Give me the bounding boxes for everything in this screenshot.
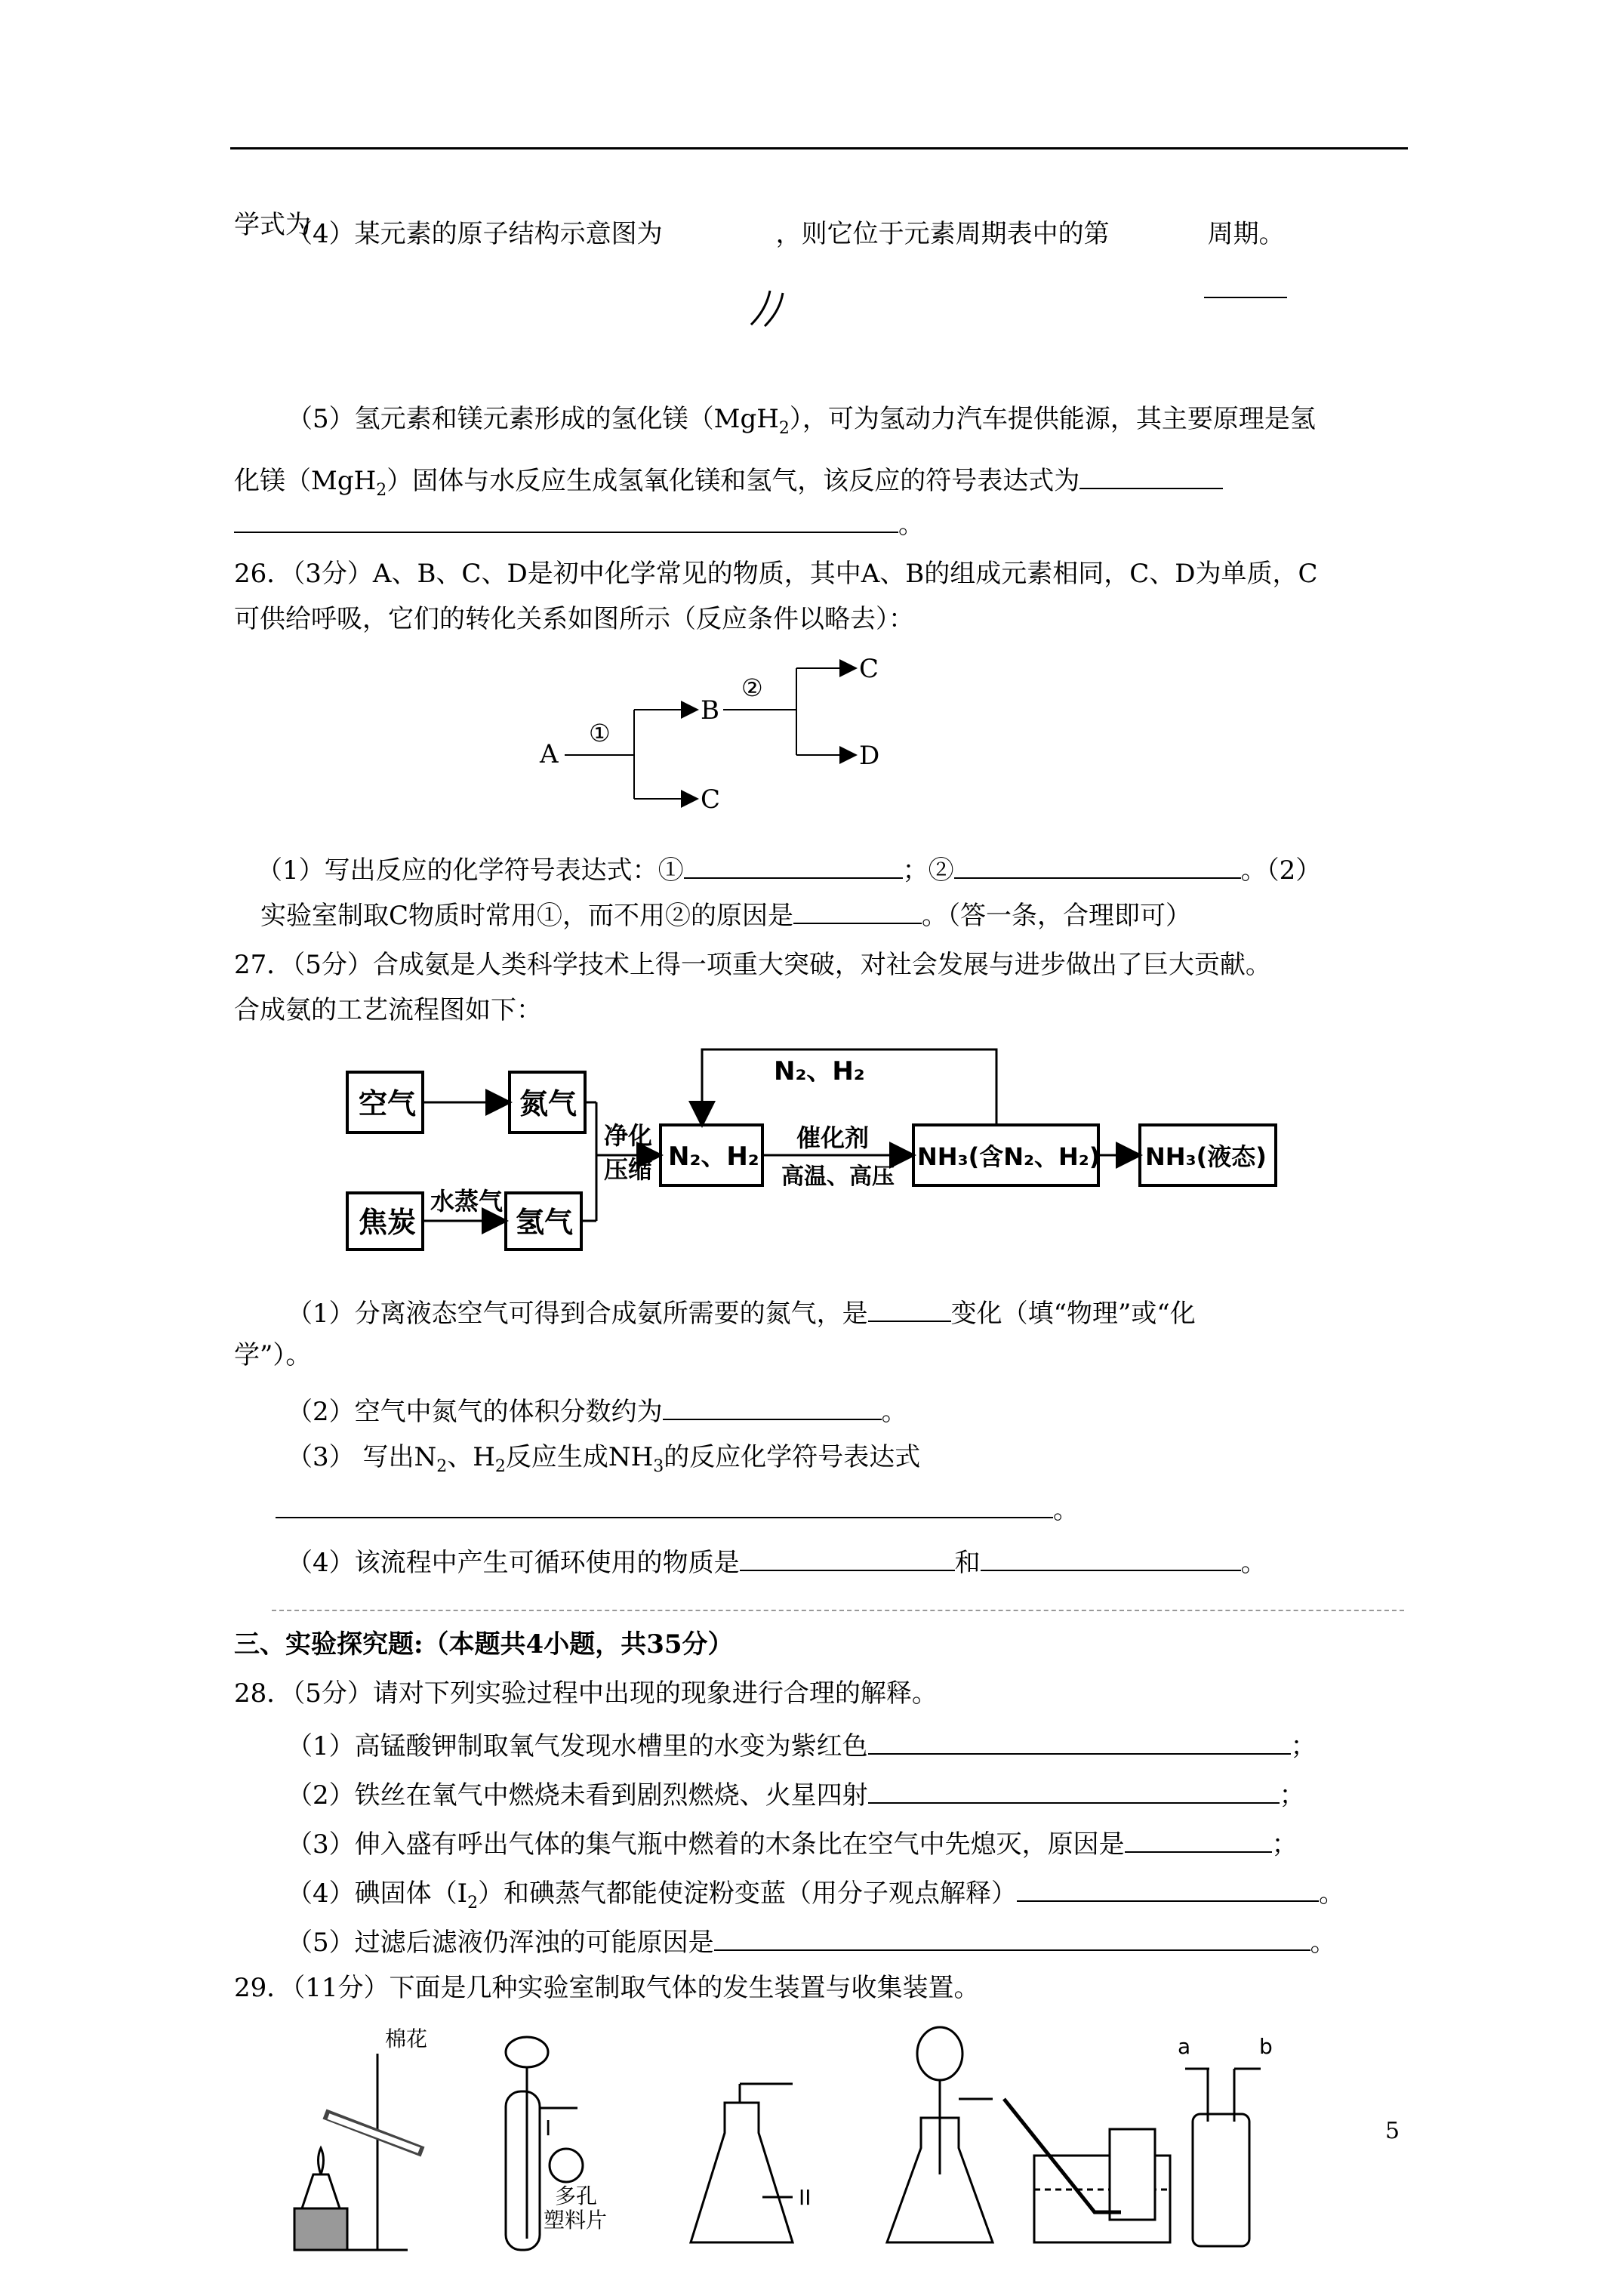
q28-blank-1[interactable] (868, 1727, 1291, 1755)
q25-5-line3: 。 (234, 506, 924, 541)
label-a: a (1178, 2034, 1191, 2059)
q28-1: （1）高锰酸钾制取氧气发现水槽里的水变为紫红色 ； (287, 1727, 1317, 1762)
label-I: I (545, 2116, 552, 2140)
q27-s2: （2）空气中氮气的体积分数约为 。 (287, 1393, 907, 1428)
q28-blank-3[interactable] (1125, 1826, 1272, 1853)
section-divider (272, 1610, 1404, 1611)
flow-hydrogen: 氢气 (516, 1206, 574, 1239)
label-b: b (1259, 2034, 1273, 2059)
label-porous: 多孔 (555, 2184, 598, 2208)
q27-line1: 27．（5分）合成氨是人类科学技术上得一项重大突破，对社会发展与进步做出了巨大贡献。 (234, 950, 1271, 980)
q27-s4: （4）该流程中产生可循环使用的物质是 和 。 (287, 1544, 1267, 1579)
diagram-reaction-1: ① (589, 719, 611, 747)
flow-coke: 焦炭 (359, 1206, 417, 1239)
q27-blank-4[interactable] (740, 1544, 955, 1571)
label-plastic: 塑料片 (544, 2208, 608, 2233)
q28-blank-4[interactable] (1017, 1875, 1319, 1902)
flow-conditions: 高温、高压 (781, 1163, 895, 1190)
diagram-node-c-upper: C (859, 654, 879, 684)
q27-process-flow (343, 1042, 1280, 1257)
flow-air: 空气 (359, 1087, 417, 1120)
diagram-node-c-lower: C (701, 784, 721, 815)
q26-line1: 26．（3分）A、B、C、D是初中化学常见的物质，其中A、B的组成元素相同，C、D为单质，C (234, 559, 1318, 589)
q28-5: （5）过滤后滤液仍浑浊的可能原因是 。 (287, 1924, 1336, 1959)
q27-s1: （1）分离液态空气可得到合成氨所需要的氮气，是 变化（填“物理”或“化 (287, 1295, 1196, 1330)
section3-title: 三、实验探究题:（本题共4小题，共35分） (234, 1629, 734, 1660)
q25-fragment: 学式为 (234, 210, 311, 240)
q25-4-line: （4）某元素的原子结构示意图为 ，则它位于元素周期表中的第 周期。 (287, 219, 1285, 249)
flow-nitrogen: 氮气 (519, 1087, 577, 1120)
q28-intro: 28．（5分）请对下列实验过程中出现的现象进行合理的解释。 (234, 1678, 938, 1709)
q26-blank-2[interactable] (954, 852, 1241, 879)
q28-2: （2）铁丝在氧气中燃烧未看到剧烈燃烧、火星四射 ； (287, 1777, 1305, 1811)
q26-blank-3[interactable] (793, 897, 922, 924)
flow-purify: 净化 (604, 1121, 653, 1150)
diagram-node-a: A (540, 739, 559, 769)
q26-sub1: （1）写出反应的化学符号表达式：① ；② 。（2） (257, 852, 1321, 886)
q27-blank-5[interactable] (981, 1544, 1241, 1571)
flow-final: NH₃(液态) (1145, 1142, 1267, 1171)
page-number: 5 (1385, 2118, 1400, 2144)
q27-blank-3[interactable] (276, 1491, 1053, 1518)
q26-blank-1[interactable] (684, 852, 903, 879)
q27-s3: （3） 写出$N_2$、$H_2$反应生成$NH_3$的反应化学符号表达式 (287, 1442, 921, 1476)
q25-5-blank-a[interactable] (1079, 462, 1223, 489)
flow-catalyst: 催化剂 (796, 1123, 870, 1152)
q27-line2: 合成氨的工艺流程图如下： (234, 995, 542, 1025)
q25-5-blank-b[interactable] (234, 506, 898, 533)
diagram-node-b: B (701, 695, 719, 726)
q28-3: （3）伸入盛有呼出气体的集气瓶中燃着的木条比在空气中先熄灭，原因是 ； (287, 1826, 1298, 1860)
flow-mix: N₂、H₂ (668, 1142, 759, 1172)
label-II: II (799, 2185, 812, 2210)
flow-compress: 压缩 (604, 1155, 653, 1184)
flow-recycle: N₂、H₂ (774, 1056, 865, 1086)
q28-blank-5[interactable] (714, 1924, 1310, 1951)
diagram-reaction-2: ② (741, 673, 763, 702)
q27-blank-2[interactable] (663, 1393, 882, 1420)
flow-product: NH₃(含N₂、H₂) (917, 1142, 1101, 1171)
flow-steam: 水蒸气 (430, 1187, 504, 1216)
q27-s1-cont: 学”）。 (234, 1340, 312, 1370)
header-rule (230, 147, 1408, 149)
q29-apparatus-figure (279, 2023, 1276, 2261)
q26-sub2: 实验室制取C物质时常用①，而不用②的原因是 。（答一条，合理即可） (260, 897, 1191, 932)
label-cotton: 棉花 (385, 2026, 428, 2051)
q27-s3-answer: 。 (276, 1491, 1079, 1526)
q27-blank-1[interactable] (868, 1295, 951, 1322)
q26-transformation-diagram (528, 649, 921, 823)
q26-line2: 可供给呼吸，它们的转化关系如图所示（反应条件以略去）： (234, 604, 914, 634)
q28-blank-2[interactable] (868, 1777, 1280, 1804)
q25-4-blank[interactable] (1204, 297, 1287, 298)
q28-4: （4）碘固体$(I_2)$和碘蒸气都能使淀粉变蓝（用分子观点解释） 。 (287, 1875, 1344, 1913)
atom-diagram-fragment (736, 279, 796, 332)
q29-intro: 29．（11分）下面是几种实验室制取气体的发生装置与收集装置。 (234, 1973, 980, 2003)
q25-5-line2: 化镁（MgH$_2$）固体与水反应生成氢氧化镁和氢气，该反应的符号表达式为 (234, 462, 1223, 501)
q25-5-line1: （5）氢元素和镁元素形成的氢化镁（MgH$_2$），可为氢动力汽车提供能源，其主要原理是氢 (287, 404, 1316, 438)
diagram-node-d: D (859, 741, 880, 771)
